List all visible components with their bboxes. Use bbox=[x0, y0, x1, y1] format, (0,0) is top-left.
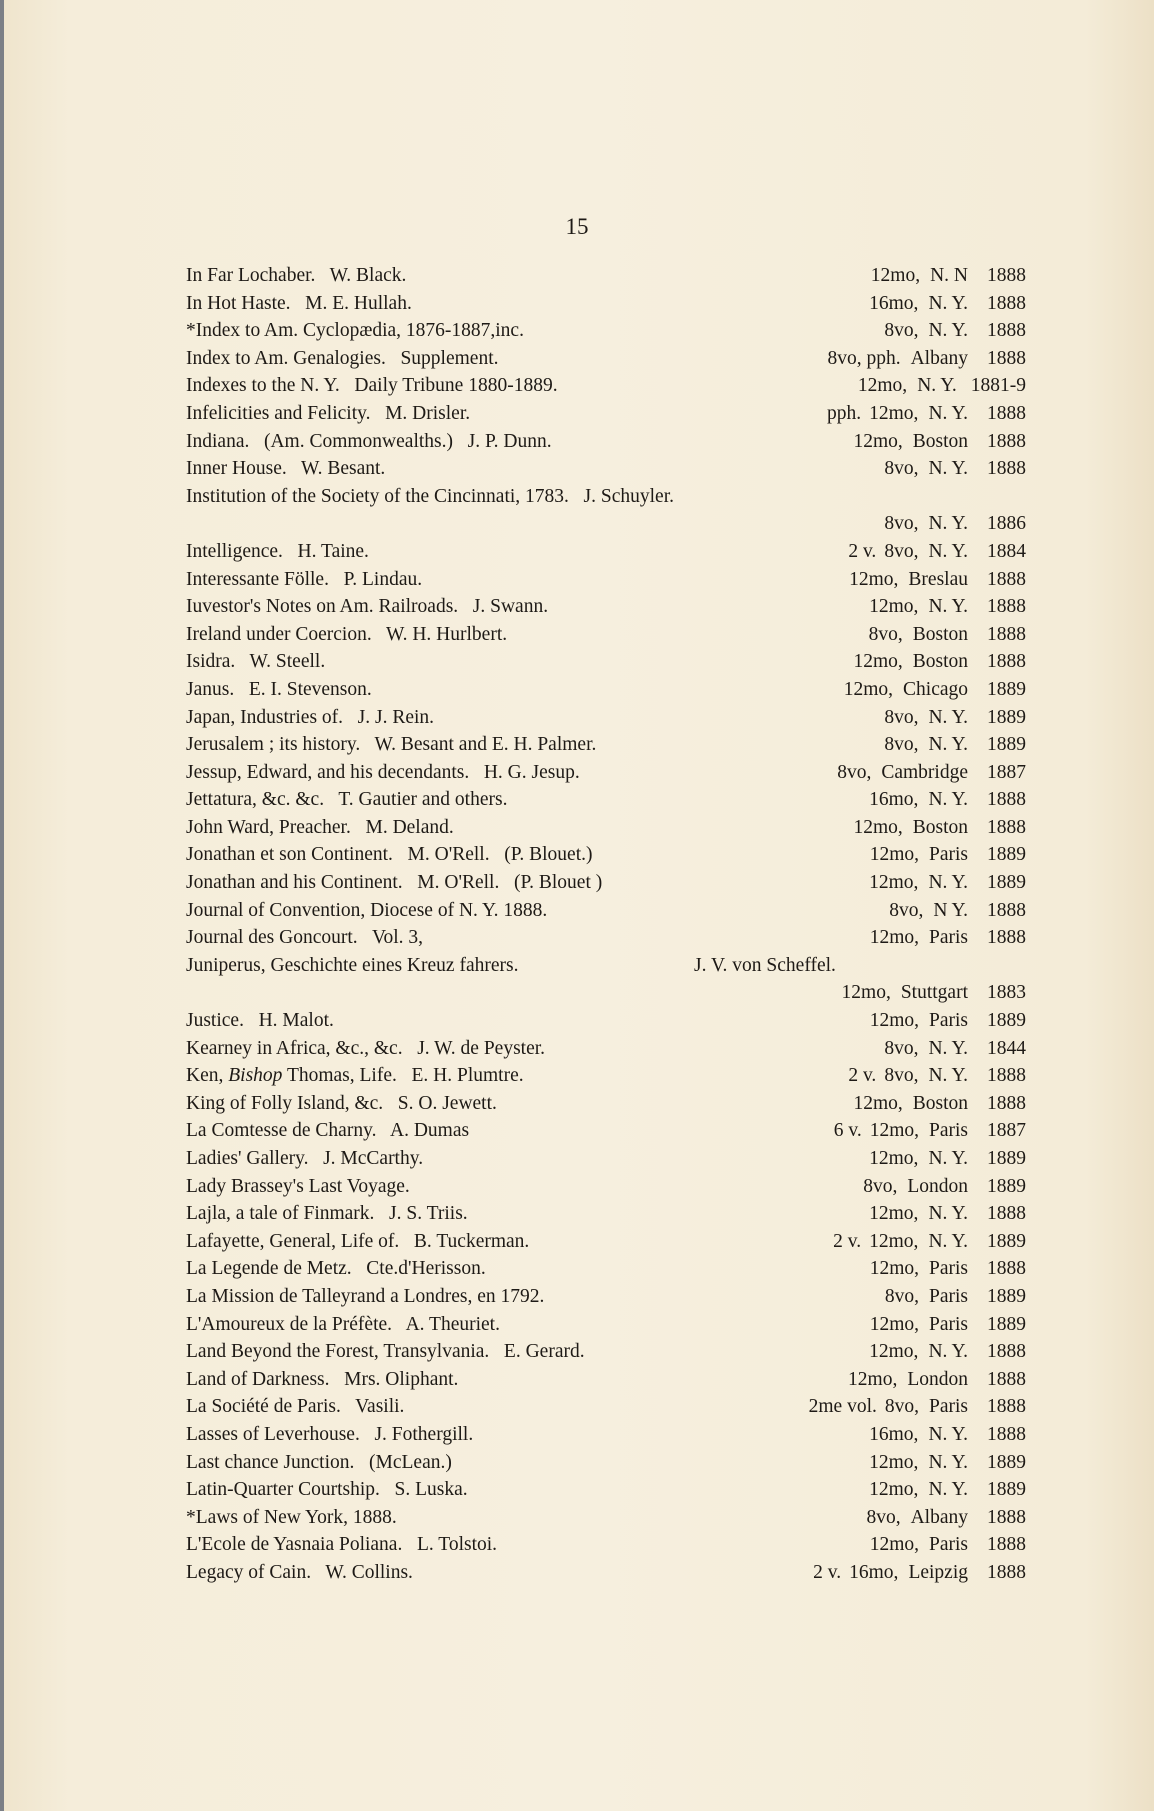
entry-publication bbox=[869, 593, 1026, 621]
entry-format: 12mo, bbox=[869, 1534, 919, 1556]
entry-format: 8vo, bbox=[884, 706, 919, 728]
catalog-entry bbox=[186, 317, 1026, 345]
entry-format: 8vo, bbox=[868, 623, 903, 645]
entry-title: *Laws of New York, 1888. bbox=[186, 1506, 397, 1528]
entry-year: 1888 bbox=[987, 927, 1026, 949]
entry-publication bbox=[870, 1311, 1026, 1339]
entry-title: Land Beyond the Forest, Transylvania. E. Gerard. bbox=[186, 1341, 585, 1363]
entry-format: 8vo, bbox=[884, 320, 919, 342]
entry-publication bbox=[889, 897, 1026, 925]
catalog-entry bbox=[186, 1062, 1026, 1090]
entry-place: Boston bbox=[912, 623, 968, 645]
entry-publication bbox=[884, 731, 1026, 759]
entry-format: 16mo, bbox=[849, 1561, 899, 1583]
entry-title: Latin-Quarter Courtship. S. Luska. bbox=[186, 1479, 468, 1501]
entry-publication bbox=[813, 1559, 1026, 1587]
entry-year: 1888 bbox=[987, 458, 1026, 480]
catalog-entry bbox=[186, 593, 1026, 621]
catalog-entry bbox=[186, 262, 1026, 290]
entry-publication bbox=[848, 1062, 1026, 1090]
entry-publication bbox=[869, 1145, 1026, 1173]
entry-title: Japan, Industries of. J. J. Rein. bbox=[186, 706, 435, 728]
entry-place: N. Y. bbox=[928, 540, 968, 562]
entry-place: N. Y. bbox=[928, 1148, 968, 1169]
entry-publication bbox=[833, 1228, 1026, 1256]
catalog-entry bbox=[186, 1173, 1026, 1201]
entry-title: Legacy of Cain. W. Collins. bbox=[186, 1561, 413, 1583]
entry-year: 1888 bbox=[987, 596, 1026, 618]
entry-place: Paris bbox=[929, 1258, 968, 1280]
catalog-entry bbox=[186, 1531, 1026, 1559]
entry-format: 12mo, bbox=[849, 568, 899, 590]
entry-publication bbox=[885, 1283, 1026, 1311]
entry-year: 1886 bbox=[987, 513, 1026, 535]
entry-year: 1883 bbox=[987, 982, 1026, 1004]
entry-publication bbox=[849, 566, 1026, 594]
entry-place: Albany bbox=[910, 347, 968, 369]
entry-title: Jonathan et son Continent. M. O'Rell. (P. Blouet.) bbox=[186, 844, 593, 866]
catalog-entry bbox=[186, 1559, 1026, 1587]
entry-year: 1844 bbox=[987, 1037, 1026, 1059]
entry-publication bbox=[869, 1476, 1026, 1504]
entry-title-part: Thomas, Life. E. H. Plumtre. bbox=[282, 1065, 524, 1087]
entry-publication bbox=[870, 841, 1026, 869]
entry-title: La Legende de Metz. Cte.d'Herisson. bbox=[186, 1258, 486, 1280]
entry-place: London bbox=[907, 1368, 968, 1390]
catalog-entries-list bbox=[186, 262, 1026, 1587]
entry-format: 12mo, bbox=[848, 1368, 898, 1390]
entry-year: 1888 bbox=[987, 292, 1026, 314]
entry-author: J. V. von Scheffel. bbox=[694, 954, 836, 976]
entry-year: 1889 bbox=[987, 1230, 1026, 1252]
entry-year: 1888 bbox=[987, 568, 1026, 590]
entry-format: 12mo, bbox=[841, 982, 891, 1004]
entry-publication bbox=[870, 924, 1026, 952]
entry-format: 8vo, bbox=[884, 513, 919, 535]
entry-year: 1888 bbox=[987, 1396, 1026, 1418]
entry-place: N. Y. bbox=[928, 320, 968, 342]
entry-year: 1889 bbox=[987, 1285, 1026, 1307]
entry-place: N. Y. bbox=[928, 1065, 968, 1087]
entry-year: 1889 bbox=[987, 1479, 1026, 1501]
entry-year: 1889 bbox=[987, 1148, 1026, 1169]
entry-publication bbox=[834, 1117, 1026, 1145]
entry-format: 12mo, bbox=[869, 1313, 919, 1335]
entry-year: 1889 bbox=[987, 1313, 1026, 1335]
catalog-entry bbox=[186, 455, 1026, 483]
entry-year: 1889 bbox=[987, 844, 1026, 866]
entry-place: Stuttgart bbox=[900, 982, 968, 1004]
catalog-entry bbox=[186, 1311, 1026, 1339]
catalog-entry bbox=[186, 676, 1026, 704]
entry-title bbox=[186, 1062, 524, 1090]
entry-publication bbox=[870, 1531, 1026, 1559]
entry-title: Isidra. W. Steell. bbox=[186, 651, 326, 673]
catalog-entry bbox=[186, 1007, 1026, 1035]
catalog-entry bbox=[186, 704, 1026, 732]
catalog-entry bbox=[186, 621, 1026, 649]
entry-place: N. Y. bbox=[928, 1037, 968, 1059]
entry-year: 1888 bbox=[987, 816, 1026, 838]
entry-publication bbox=[884, 704, 1026, 732]
entry-format: 12mo, bbox=[857, 375, 908, 397]
entry-title: *Index to Am. Cyclopædia, 1876-1887,inc. bbox=[186, 320, 524, 342]
entry-format: 12mo, bbox=[869, 872, 919, 894]
entry-format: 8vo, bbox=[884, 1285, 919, 1307]
page-edge-shadow bbox=[0, 0, 4, 1811]
entry-title: Interessante Fölle. P. Lindau. bbox=[186, 568, 423, 590]
entry-volumes: 6 v. bbox=[833, 1120, 862, 1142]
entry-place: N. N bbox=[930, 265, 968, 286]
entry-place: Paris bbox=[929, 844, 968, 866]
entry-format: 8vo, bbox=[863, 1175, 898, 1197]
entry-year: 1881-9 bbox=[970, 375, 1026, 397]
catalog-entry bbox=[186, 1035, 1026, 1063]
entry-title: La Société de Paris. Vasili. bbox=[186, 1396, 405, 1418]
entry-year: 1888 bbox=[987, 1561, 1026, 1583]
entry-title: Lajla, a tale of Finmark. J. S. Triis. bbox=[186, 1203, 468, 1225]
entry-title: In Hot Haste. M. E. Hullah. bbox=[186, 292, 412, 314]
entry-place: N. Y. bbox=[928, 513, 968, 535]
catalog-entry bbox=[186, 1366, 1026, 1394]
entry-place: Boston bbox=[912, 1092, 968, 1114]
entry-publication bbox=[871, 262, 1026, 290]
entry-title: King of Folly Island, &c. S. O. Jewett. bbox=[186, 1092, 497, 1114]
catalog-entry bbox=[186, 1283, 1026, 1311]
entry-format: 12mo, bbox=[869, 596, 919, 618]
entry-title: Lady Brassey's Last Voyage. bbox=[186, 1175, 410, 1197]
catalog-entry bbox=[186, 290, 1026, 318]
entry-place: N Y. bbox=[933, 899, 968, 921]
entry-place: Chicago bbox=[903, 678, 968, 700]
entry-format: 8vo, bbox=[884, 540, 919, 562]
catalog-entry bbox=[186, 869, 1026, 897]
entry-title: Index to Am. Genalogies. Supplement. bbox=[186, 347, 499, 369]
entry-year: 1884 bbox=[987, 540, 1026, 562]
entry-publication bbox=[858, 372, 1026, 400]
catalog-entry bbox=[186, 1090, 1026, 1118]
entry-publication bbox=[863, 1173, 1026, 1201]
catalog-entry bbox=[186, 345, 1026, 373]
entry-place: Cambridge bbox=[881, 761, 968, 783]
entry-title: Ireland under Coercion. W. H. Hurlbert. bbox=[186, 623, 508, 645]
entry-publication bbox=[869, 869, 1026, 897]
entry-year: 1889 bbox=[987, 706, 1026, 728]
entry-format: 12mo, bbox=[853, 430, 903, 452]
entry-place: Paris bbox=[929, 927, 968, 949]
entry-title: Justice. H. Malot. bbox=[186, 1010, 334, 1032]
entry-place: Boston bbox=[912, 430, 968, 452]
entry-publication bbox=[869, 1338, 1026, 1366]
entry-format: 12mo, bbox=[869, 927, 919, 949]
entry-title: Janus. E. I. Stevenson. bbox=[186, 678, 372, 700]
entry-place: N. Y. bbox=[928, 292, 968, 314]
catalog-entry bbox=[186, 566, 1026, 594]
entry-place: Paris bbox=[929, 1285, 968, 1307]
entry-format: 12mo, bbox=[853, 651, 903, 673]
entry-place: N. Y. bbox=[917, 375, 957, 397]
entry-place: Breslau bbox=[908, 568, 968, 590]
entry-format: 12mo, bbox=[869, 1341, 919, 1363]
entry-format: 8vo, bbox=[884, 1396, 919, 1418]
catalog-entry bbox=[186, 759, 1026, 787]
entry-title: Indiana. (Am. Commonwealths.) J. P. Dunn. bbox=[186, 430, 552, 452]
catalog-entry bbox=[186, 897, 1026, 925]
entry-year: 1888 bbox=[987, 899, 1026, 921]
entry-place: N. Y. bbox=[928, 872, 968, 894]
entry-format: 8vo, pph. bbox=[827, 347, 901, 369]
entry-year: 1889 bbox=[987, 1175, 1026, 1197]
entry-year: 1888 bbox=[987, 402, 1026, 424]
entry-publication bbox=[837, 759, 1026, 787]
catalog-entry bbox=[186, 648, 1026, 676]
entry-title: L'Amoureux de la Préfète. A. Theuriet. bbox=[186, 1313, 500, 1335]
catalog-entry bbox=[186, 1145, 1026, 1173]
page-number: 15 bbox=[565, 214, 589, 239]
entry-format: 8vo, bbox=[866, 1506, 901, 1528]
entry-format: 12mo, bbox=[843, 678, 894, 700]
entry-publication bbox=[869, 621, 1026, 649]
entry-publication bbox=[866, 1504, 1026, 1532]
entry-volumes: 2 v. bbox=[813, 1561, 842, 1583]
catalog-entry bbox=[186, 372, 1026, 400]
entry-place: Albany bbox=[910, 1506, 968, 1528]
entry-title: Journal des Goncourt. Vol. 3, bbox=[186, 927, 424, 949]
entry-place: N. Y. bbox=[928, 458, 968, 480]
entry-place: N. Y. bbox=[928, 596, 968, 618]
entry-publication bbox=[844, 676, 1026, 704]
catalog-entry bbox=[186, 1200, 1026, 1228]
entry-place: N. Y. bbox=[928, 1341, 968, 1363]
entry-year: 1889 bbox=[987, 678, 1026, 700]
catalog-entry bbox=[186, 1338, 1026, 1366]
entry-title: In Far Lochaber. W. Black. bbox=[186, 265, 407, 286]
entry-title: L'Ecole de Yasnaia Poliana. L. Tolstoi. bbox=[186, 1534, 498, 1556]
entry-title: Intelligence. H. Taine. bbox=[186, 540, 369, 562]
entry-publication bbox=[809, 1393, 1026, 1421]
catalog-entry bbox=[186, 1504, 1026, 1532]
entry-place: Paris bbox=[929, 1120, 968, 1142]
entry-title: Institution of the Society of the Cincinnati, 1783. J. Schuyler. bbox=[186, 485, 674, 507]
entry-place: N. Y. bbox=[928, 706, 968, 728]
entry-title: Indexes to the N. Y. Daily Tribune 1880-1889. bbox=[186, 375, 558, 397]
entry-year: 1887 bbox=[987, 1120, 1026, 1142]
entry-publication bbox=[848, 1366, 1026, 1394]
entry-publication bbox=[884, 1035, 1026, 1063]
entry-publication bbox=[869, 1421, 1026, 1449]
catalog-entry bbox=[186, 841, 1026, 869]
entry-place: Leipzig bbox=[908, 1561, 968, 1583]
entry-place: N. Y. bbox=[928, 789, 968, 811]
entry-volumes: 2me vol. bbox=[808, 1396, 877, 1418]
catalog-entry bbox=[186, 1421, 1026, 1449]
entry-format: 12mo, bbox=[869, 1010, 919, 1032]
entry-place: Paris bbox=[929, 1396, 968, 1418]
entry-place: Boston bbox=[912, 651, 968, 673]
catalog-entry bbox=[186, 483, 1026, 538]
catalog-entry bbox=[186, 400, 1026, 428]
entry-year: 1888 bbox=[987, 1506, 1026, 1528]
catalog-entry bbox=[186, 538, 1026, 566]
catalog-entry bbox=[186, 731, 1026, 759]
entry-title: Kearney in Africa, &c., &c. J. W. de Peyster. bbox=[186, 1037, 546, 1059]
entry-title: Inner House. W. Besant. bbox=[186, 458, 386, 480]
entry-title: Jerusalem ; its history. W. Besant and E. H. Palmer. bbox=[186, 734, 597, 756]
entry-publication bbox=[853, 428, 1026, 456]
entry-format: 8vo, bbox=[837, 761, 872, 783]
entry-format: 16mo, bbox=[869, 292, 919, 314]
entry-publication bbox=[853, 814, 1026, 842]
entry-year: 1888 bbox=[987, 1092, 1026, 1114]
entry-year: 1888 bbox=[987, 1203, 1026, 1225]
entry-year: 1888 bbox=[987, 320, 1026, 342]
entry-place: N. Y. bbox=[928, 1451, 968, 1473]
entry-title: Infelicities and Felicity. M. Drisler. bbox=[186, 402, 471, 424]
entry-place: Paris bbox=[929, 1534, 968, 1556]
entry-publication bbox=[884, 455, 1026, 483]
entry-year: 1888 bbox=[987, 1534, 1026, 1556]
entry-year: 1889 bbox=[987, 734, 1026, 756]
entry-publication bbox=[827, 345, 1026, 373]
entry-title: Lafayette, General, Life of. B. Tuckerman. bbox=[186, 1230, 530, 1252]
entry-place: Boston bbox=[912, 816, 968, 838]
entry-publication bbox=[853, 648, 1026, 676]
entry-title: La Comtesse de Charny. A. Dumas bbox=[186, 1120, 470, 1142]
entry-volumes: pph. bbox=[827, 402, 862, 424]
entry-format: 12mo, bbox=[869, 402, 919, 424]
catalog-entry bbox=[186, 1255, 1026, 1283]
entry-year: 1888 bbox=[987, 347, 1026, 369]
entry-year: 1888 bbox=[987, 623, 1026, 645]
entry-year: 1889 bbox=[987, 1010, 1026, 1032]
entry-publication bbox=[884, 317, 1026, 345]
entry-format: 8vo, bbox=[884, 734, 919, 756]
entry-year: 1888 bbox=[987, 1368, 1026, 1390]
entry-title: Iuvestor's Notes on Am. Railroads. J. Swann. bbox=[186, 596, 549, 618]
entry-year: 1888 bbox=[987, 789, 1026, 811]
entry-publication bbox=[848, 538, 1026, 566]
entry-publication bbox=[870, 1007, 1026, 1035]
entry-place: N. Y. bbox=[928, 1479, 968, 1501]
entry-publication bbox=[842, 979, 1026, 1007]
catalog-entry bbox=[186, 1117, 1026, 1145]
entry-format: 12mo, bbox=[869, 1451, 919, 1473]
entry-format: 8vo, bbox=[884, 1037, 919, 1059]
entry-place: Paris bbox=[929, 1313, 968, 1335]
entry-year: 1887 bbox=[987, 761, 1026, 783]
catalog-entry bbox=[186, 1393, 1026, 1421]
entry-publication bbox=[869, 786, 1026, 814]
entry-title: Journal of Convention, Diocese of N. Y. 1888. bbox=[186, 899, 548, 921]
entry-title: John Ward, Preacher. M. Deland. bbox=[186, 816, 454, 838]
entry-publication bbox=[853, 1090, 1026, 1118]
entry-format: 12mo, bbox=[869, 1258, 919, 1280]
entry-format: 12mo, bbox=[869, 1479, 919, 1501]
catalog-entry bbox=[186, 1228, 1026, 1256]
entry-title-italic: Bishop bbox=[228, 1065, 283, 1087]
entry-format: 12mo, bbox=[869, 844, 919, 866]
entry-format: 8vo, bbox=[884, 458, 919, 480]
entry-format: 12mo, bbox=[869, 1148, 919, 1169]
entry-volumes: 2 v. bbox=[848, 1065, 877, 1087]
catalog-entry bbox=[186, 1449, 1026, 1477]
catalog-entry bbox=[186, 814, 1026, 842]
entry-year: 1889 bbox=[987, 1451, 1026, 1473]
entry-year: 1888 bbox=[987, 1341, 1026, 1363]
entry-title-part: Ken, bbox=[186, 1065, 229, 1087]
catalog-entry bbox=[186, 428, 1026, 456]
entry-format: 8vo, bbox=[889, 899, 924, 921]
entry-year: 1888 bbox=[987, 651, 1026, 673]
entry-format: 12mo, bbox=[853, 1092, 903, 1114]
entry-format: 12mo, bbox=[869, 1230, 919, 1252]
entry-publication bbox=[870, 1255, 1026, 1283]
entry-title: Ladies' Gallery. J. McCarthy. bbox=[186, 1148, 424, 1169]
entry-place: Paris bbox=[929, 1010, 968, 1032]
entry-year: 1888 bbox=[987, 430, 1026, 452]
entry-title: Last chance Junction. (McLean.) bbox=[186, 1451, 452, 1473]
entry-title: Lasses of Leverhouse. J. Fothergill. bbox=[186, 1423, 474, 1445]
entry-publication bbox=[827, 400, 1026, 428]
entry-publication bbox=[869, 1449, 1026, 1477]
catalog-entry bbox=[186, 924, 1026, 952]
entry-place: N. Y. bbox=[928, 1423, 968, 1445]
entry-year: 1888 bbox=[987, 1258, 1026, 1280]
entry-title: La Mission de Talleyrand a Londres, en 1792. bbox=[186, 1285, 545, 1307]
entry-format: 12mo, bbox=[869, 1203, 919, 1225]
catalog-entry bbox=[186, 786, 1026, 814]
entry-title: Jettatura, &c. &c. T. Gautier and others. bbox=[186, 789, 508, 811]
entry-place: London bbox=[907, 1175, 968, 1197]
catalog-entry bbox=[186, 1476, 1026, 1504]
entry-year: 1888 bbox=[987, 1423, 1026, 1445]
entry-format: 8vo, bbox=[884, 1065, 919, 1087]
entry-format: 12mo, bbox=[870, 265, 921, 286]
entry-publication bbox=[884, 510, 1026, 538]
entry-publication bbox=[869, 1200, 1026, 1228]
entry-title: Juniperus, Geschichte eines Kreuz fahrers. bbox=[186, 954, 519, 976]
entry-publication bbox=[869, 290, 1026, 318]
entry-format: 12mo, bbox=[853, 816, 903, 838]
entry-format: 16mo, bbox=[869, 789, 919, 811]
entry-year: 1888 bbox=[987, 265, 1026, 286]
entry-place: N. Y. bbox=[928, 1203, 968, 1225]
entry-format: 16mo, bbox=[869, 1423, 919, 1445]
entry-volumes: 2 v. bbox=[833, 1230, 862, 1252]
entry-place: N. Y. bbox=[928, 402, 968, 424]
entry-title: Jonathan and his Continent. M. O'Rell. (P. Blouet ) bbox=[186, 872, 603, 894]
entry-title: Land of Darkness. Mrs. Oliphant. bbox=[186, 1368, 459, 1390]
catalog-entry bbox=[186, 952, 1026, 1007]
entry-year: 1889 bbox=[987, 872, 1026, 894]
entry-year: 1888 bbox=[987, 1065, 1026, 1087]
entry-format: 12mo, bbox=[869, 1120, 919, 1142]
entry-title: Jessup, Edward, and his decendants. H. G. Jesup. bbox=[186, 761, 580, 783]
entry-place: N. Y. bbox=[928, 734, 968, 756]
entry-volumes: 2 v. bbox=[848, 540, 877, 562]
entry-place: N. Y. bbox=[928, 1230, 968, 1252]
